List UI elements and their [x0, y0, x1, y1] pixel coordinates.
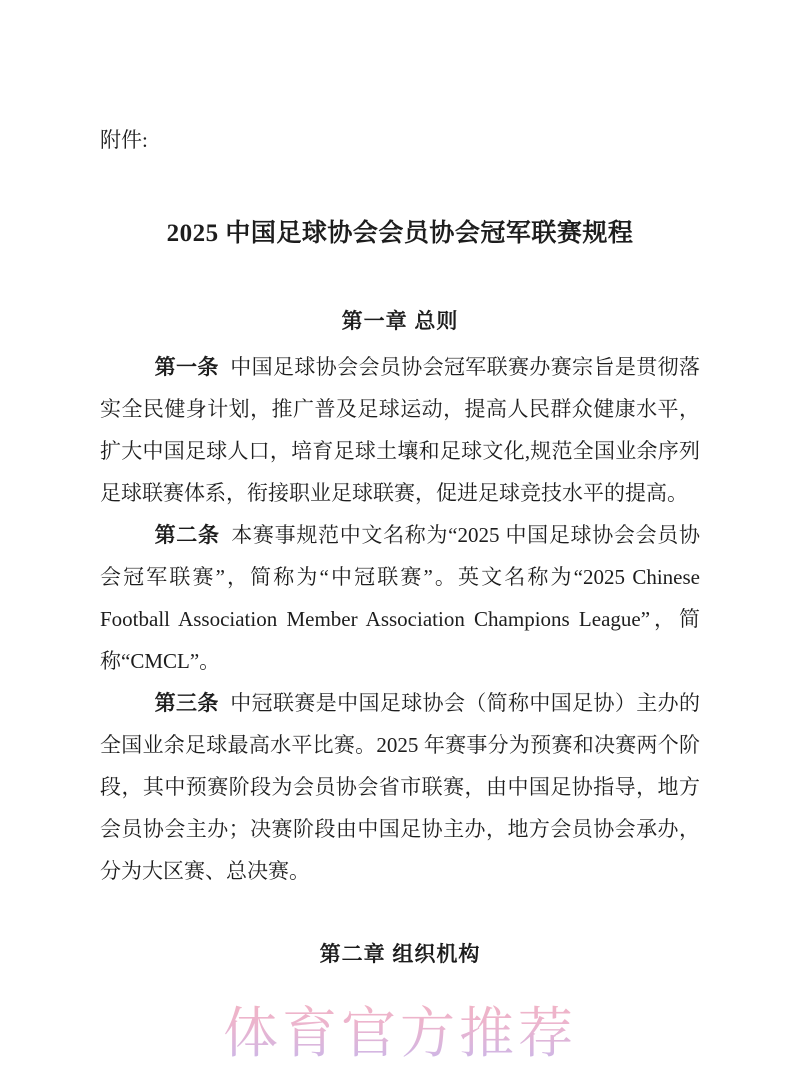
article-3-label: 第三条 [154, 691, 219, 716]
article-1-text: 中国足球协会会员协会冠军联赛办赛宗旨是贯彻落实全民健身计划，推广普及足球运动，提高人民群众健康水平，扩大中国足球人口，培育足球土壤和足球文化,规范全国业余序列足球联赛体系，衔接职业足球联赛，促进足球竞技水平的提高。 [100, 355, 700, 506]
chapter-1-heading: 第一章 总则 [341, 310, 459, 334]
watermark-text: 体育官方推荐 [223, 989, 577, 1068]
article-2 [100, 514, 700, 682]
article-1 [100, 346, 700, 514]
article-list [100, 346, 700, 892]
attachment-label: 附件: [100, 128, 148, 152]
chapter-2-heading: 第二章 组织机构 [319, 943, 481, 967]
article-3 [100, 682, 700, 892]
article-1-label: 第一条 [154, 355, 219, 380]
document-title: 2025 中国足球协会会员协会冠军联赛规程 [166, 220, 634, 248]
article-2-text: 本赛事规范中文名称为“2025 中国足球协会会员协会冠军联赛”，简称为“中冠联赛”。英文名称为“2025 Chinese Football Association Member Association Champions League”，简称“CMCL”。 [100, 523, 701, 674]
document-page [100, 0, 700, 968]
article-2-label: 第二条 [154, 523, 220, 548]
article-3-text: 中冠联赛是中国足球协会（简称中国足协）主办的全国业余足球最高水平比赛。2025 年赛事分为预赛和决赛两个阶段，其中预赛阶段为会员协会省市联赛，由中国足协指导，地方会员协会主办；决赛阶段由中国足协主办，地方会员协会承办，分为大区赛、总决赛。 [100, 691, 700, 884]
